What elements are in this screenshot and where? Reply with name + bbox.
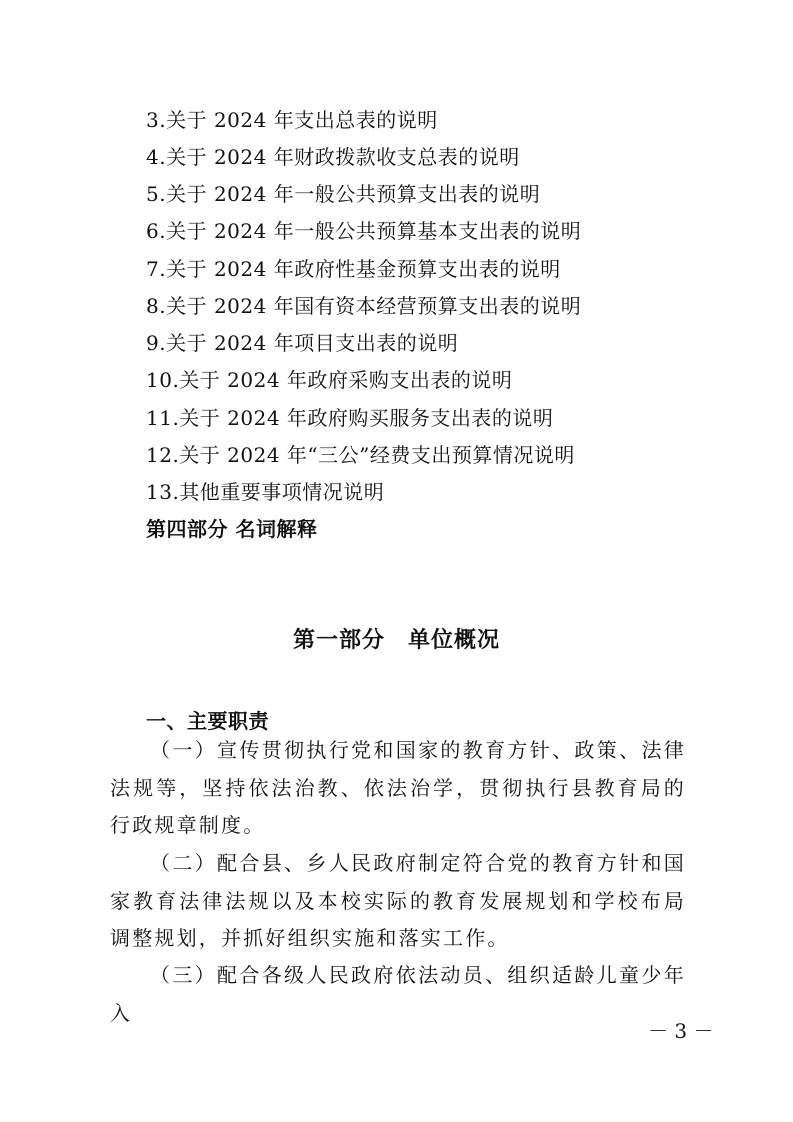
toc-item: 9.关于 2024 年项目支出表的说明 (146, 331, 459, 355)
page-number: － 3 － (648, 1019, 714, 1043)
toc-item: 6.关于 2024 年一般公共预算基本支出表的说明 (146, 219, 582, 243)
toc-item: 4.关于 2024 年财政拨款收支总表的说明 (146, 145, 520, 169)
toc-part-four: 第四部分 名词解释 (146, 517, 318, 541)
toc-item: 5.关于 2024 年一般公共预算支出表的说明 (146, 182, 541, 206)
paragraph: （二）配合县、乡人民政府制定符合党的教育方针和国家教育法律法规以及本校实际的教育发展规划和学校布局调整规划，并抓好组织实施和落实工作。 (110, 851, 686, 950)
section-title: 第一部分 单位概况 (292, 628, 500, 653)
paragraph: （三）配合各级人民政府依法动员、组织适龄儿童少年入 (110, 963, 686, 1025)
toc-item: 7.关于 2024 年政府性基金预算支出表的说明 (146, 257, 561, 281)
toc-item: 8.关于 2024 年国有资本经营预算支出表的说明 (146, 294, 582, 318)
toc-item: 11.关于 2024 年政府购买服务支出表的说明 (146, 406, 554, 430)
section-subhead: 一、主要职责 (146, 709, 269, 733)
paragraph: （一）宣传贯彻执行党和国家的教育方针、政策、法律法规等，坚持依法治教、依法治学，贯彻执行县教育局的行政规章制度。 (110, 738, 686, 837)
toc-item: 3.关于 2024 年支出总表的说明 (146, 108, 438, 132)
toc-item: 13.其他重要事项情况说明 (146, 480, 385, 504)
toc-item: 12.关于 2024 年“三公”经费支出预算情况说明 (146, 443, 575, 467)
toc-item: 10.关于 2024 年政府采购支出表的说明 (146, 368, 513, 392)
